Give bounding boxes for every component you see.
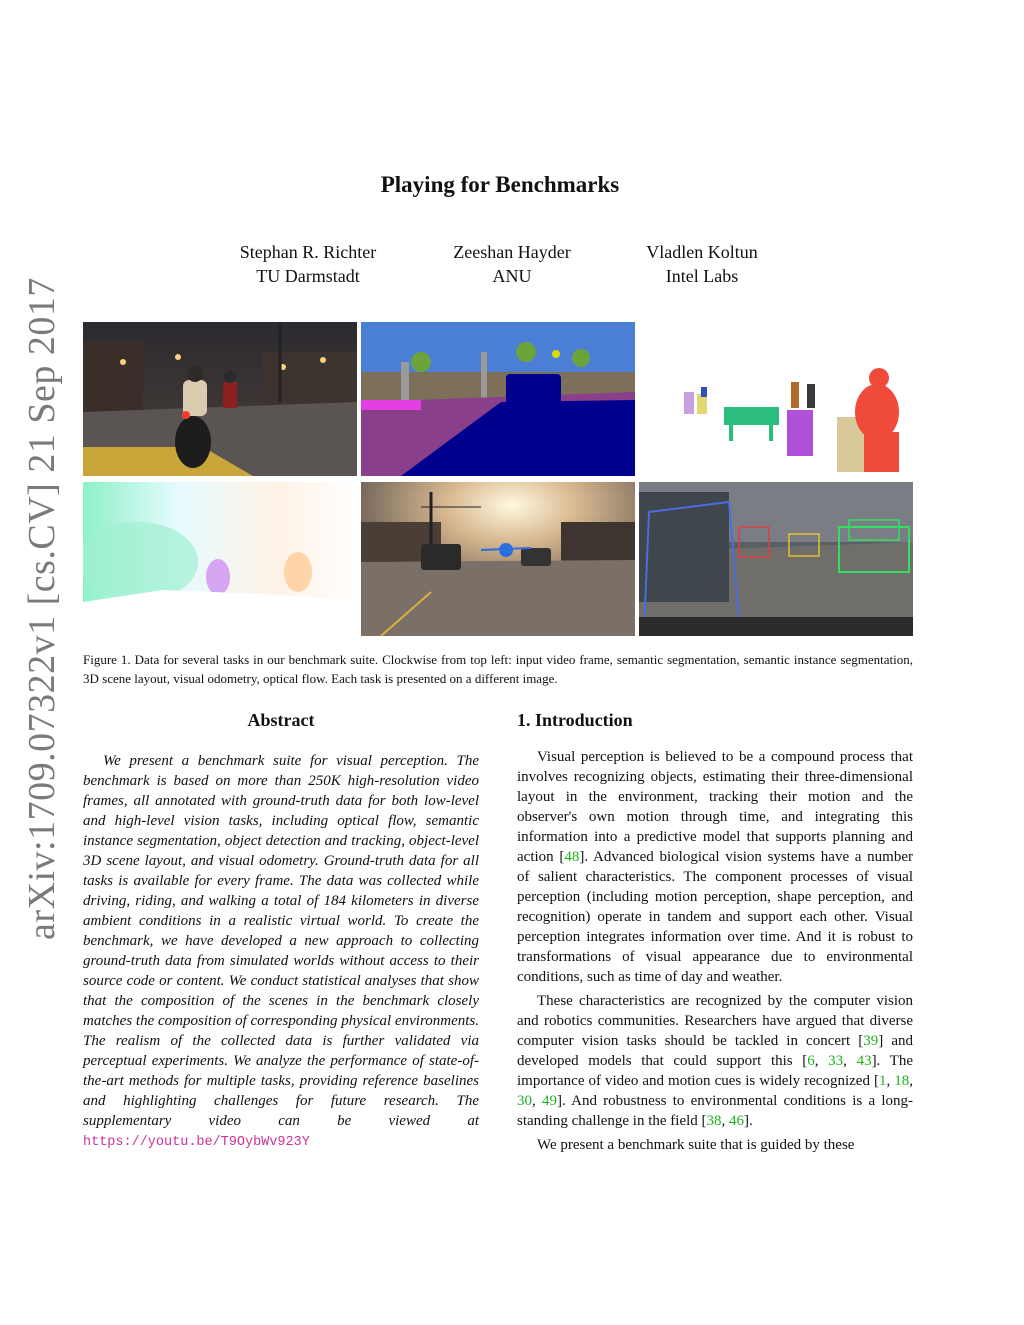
text-run: ] and developed models that could support this [ xyxy=(517,1033,914,1069)
citation-link[interactable]: 33 xyxy=(828,1053,844,1069)
citation-link[interactable]: 49 xyxy=(541,1093,557,1109)
citation-link[interactable]: 6 xyxy=(807,1053,815,1069)
citation-link[interactable]: 30 xyxy=(517,1093,532,1109)
text-run: ]. The importance of video and motion cues is widely recognized [ xyxy=(517,1053,913,1089)
author-name: Zeeshan Hayder xyxy=(453,242,571,262)
author-name: Vladlen Koltun xyxy=(646,242,758,262)
figure-panel-input-video-frame xyxy=(83,322,357,476)
text-run: Visual perception is believed to be a compound process that involves recognizing objects, estimating their three-dimensional layout in the environment, tracking their motion and the observer's own motion through time, and integrating this information into a predictive model that supports planning and action [ xyxy=(517,749,913,865)
intro-paragraph-1 xyxy=(517,747,913,987)
text-run: , xyxy=(843,1053,857,1069)
author-affiliation: ANU xyxy=(492,266,532,286)
citation-link[interactable]: 39 xyxy=(863,1033,879,1049)
citation-link[interactable]: 48 xyxy=(564,849,580,865)
author-block-3 xyxy=(602,240,802,288)
paper-title: Playing for Benchmarks xyxy=(380,172,620,197)
text-run: ]. xyxy=(744,1113,753,1129)
author-affiliation: TU Darmstadt xyxy=(256,266,360,286)
citation-link[interactable]: 43 xyxy=(856,1053,872,1069)
text-run: , xyxy=(814,1053,829,1069)
introduction-body xyxy=(517,747,913,1159)
author-block-1 xyxy=(208,240,408,288)
figure-panel-semantic-segmentation xyxy=(361,322,635,476)
figure-panel-optical-flow xyxy=(83,482,357,636)
arxiv-identifier-stamp: arXiv:1709.07322v1 [cs.CV] 21 Sep 2017 xyxy=(21,277,63,940)
introduction-heading: 1. Introduction xyxy=(517,710,633,730)
video-link[interactable]: https://youtu.be/T9OybWv923Y xyxy=(83,1135,310,1150)
citation-link[interactable]: 38 xyxy=(706,1113,722,1129)
figure-panel-instance-segmentation xyxy=(639,322,913,476)
text-run: , xyxy=(886,1073,895,1089)
intro-paragraph-3: We present a benchmark suite that is guided by these xyxy=(537,1137,855,1153)
figure-caption: Figure 1. Data for several tasks in our benchmark suite. Clockwise from top left: input video frame, semantic segmentation, semantic instance segmentation, 3D scene layout, visual odometry, optical flow. Each task is presented on a different image. xyxy=(83,652,913,686)
text-run: ]. And robustness to environmental conditions is a long-standing challenge in the field [ xyxy=(517,1093,914,1129)
figure-panel-visual-odometry xyxy=(361,482,635,636)
text-run: , xyxy=(532,1093,542,1109)
author-affiliation: Intel Labs xyxy=(665,266,739,286)
intro-paragraph-2 xyxy=(517,991,913,1131)
author-block-2 xyxy=(412,240,612,288)
abstract-body xyxy=(83,751,479,1153)
abstract-heading: Abstract xyxy=(247,710,315,730)
text-run: , xyxy=(909,1073,913,1089)
text-run: ]. Advanced biological vision systems have a number of salient characteristics. The component processes of visual perception (including motion perception, shape perception, and recognition) operate in tandem and support each other. Visual perception integrates information over time. And it is robust to transformations of visual appearance due to environmental conditions, such as time of day and weather. xyxy=(517,849,913,985)
author-name: Stephan R. Richter xyxy=(239,242,377,262)
citation-link[interactable]: 46 xyxy=(729,1113,745,1129)
citation-link[interactable]: 1 xyxy=(878,1073,887,1089)
text-run: These characteristics are recognized by the computer vision and robotics communities. Researchers have argued that diverse computer vision tasks should be tackled in concert [ xyxy=(517,993,913,1049)
abstract-text: We present a benchmark suite for visual perception. The benchmark is based on more than 250K high-resolution video frames, all annotated with ground-truth data for both low-level and high-level vision tasks, including optical flow, semantic instance segmentation, object detection and tracking, object-level 3D scene layout, and visual odometry. Ground-truth data for all tasks is available for every frame. The data was collected while driving, riding, and walking a total of 184 kilometers in diverse ambient conditions in a realistic virtual world. To create the benchmark, we have developed a new approach to collecting ground-truth data from simulated worlds without access to their source code or content. We conduct statistical analyses that show that the composition of the scenes in the benchmark closely matches the composition of corresponding physical environments. The realism of the collected data is further validated via perceptual experiments. We analyze the performance of state-of-the-art methods for multiple tasks, providing reference baselines and highlighting challenges for future research. The supplementary video can be viewed at xyxy=(83,753,479,1129)
text-run: , xyxy=(721,1113,730,1129)
figure-panel-3d-scene-layout xyxy=(639,482,913,636)
citation-link[interactable]: 18 xyxy=(894,1073,910,1089)
